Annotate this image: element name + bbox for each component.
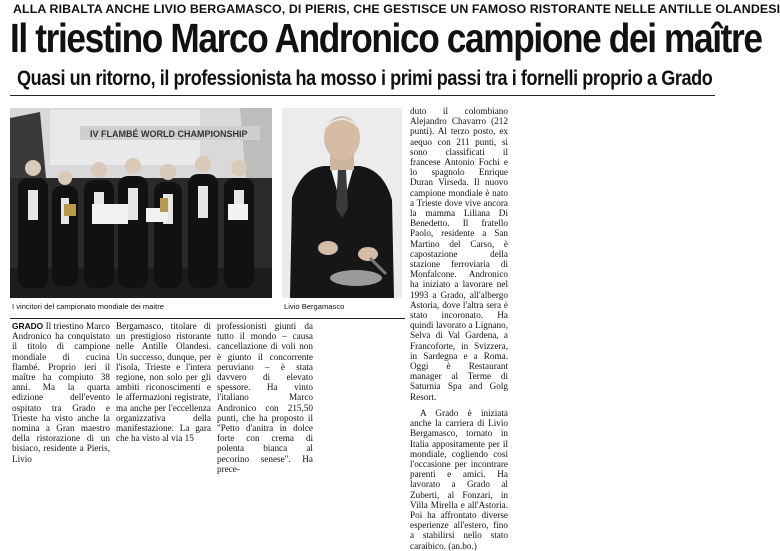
group-photo — [10, 108, 272, 298]
article-column-1 — [12, 321, 111, 464]
article-column-4 — [410, 106, 508, 551]
kicker: ALLA RIBALTA ANCHE LIVIO BERGAMASCO, DI PIERIS, CHE GESTISCE UN FAMOSO RISTORANTE NELLE ANTILLE OLANDESI — [13, 2, 780, 16]
portrait-photo-caption: Livio Bergamasco — [284, 302, 345, 311]
article-column-3 — [217, 321, 313, 474]
group-photo-caption: I vincitori del campionato mondiale dei maitre — [12, 302, 164, 311]
article-text: duto il colombiano Alejandro Chavarro (212 punti). Al terzo posto, ex aequo con 211 punti, si sono classificati il francese Antonio Fochi e lo spagnolo Enrique Duran Virseda. Il nuovo campione mondiale è nato a Trieste dove vive ancora la mamma Liliana Di Benedetto. Il fratello Paolo, residente a San Martino del Carso, è capostazione della stazione ferroviaria di Monfalcone. Andronico ha iniziato a lavorare nel 1993 a Grado, all'albergo Astoria, dove l'altra sera è stato incoronato. Ha quindi lavorato a Lignano, Selva di Val Gardena, a Francoforte, in Svizzera, in Sardegna e a Roma. Oggi è Restaurant manager al Terme di Saturnia Spa and Golg Resort. — [410, 106, 508, 402]
subheadline: Quasi un ritorno, il professionista ha mosso i primi passi tra i fornelli proprio a Grado — [17, 67, 713, 90]
article-text: professionisti giunti da tutto il mondo – causa cancellazione di voli non è giunto il concorrente peruviano – è stata davvero di elevato spessore. Ha vinto l'italiano Marco Andronico con 215,50 punti, che ha proposto il "Petto d'anitra in dolce forte con crema di polenta bianca al pecorino senese". Ha prece- — [217, 321, 313, 474]
headline: Il triestino Marco Andronico campione dei maître — [10, 15, 762, 61]
article-text: Il triestino Marco Andronico ha conquistato il titolo di campione mondiale di cucina flambé. Proprio ieri il maître ha compiuto 38 anni. Ma la quarta edizione dell'evento ospitato tra Grado e Trieste ha visto anche la nomina a Gran maestro della ristorazione di un bisiaco, residente a Pieris, Livio — [12, 321, 111, 464]
banner-text: IV FLAMBÉ WORLD CHAMPIONSHIP — [90, 129, 248, 139]
article-text: A Grado è iniziata anche la carriera di Livio Bergamasco, tornato in Italia appositamente per il mondiale, cogliendo così l'occasione per incontrare parenti e amici. Ha lavorato a Grado al Zuberti, al Fonzari, in Villa Mirella e all'Astoria. Poi ha affrontato diverse esperienze all'estero, fino a stabilirsi nello stato caraibico. (an.bo.) — [410, 407, 508, 551]
column-rule — [10, 318, 405, 319]
article-text: Bergamasco, titolare di un prestigioso ristorante nelle Antille Olandesi. Un successo, dunque, per l'isola, Trieste e l'intera regione, non solo per gli ambiti riconoscimenti e le affermazioni registrate, ma anche per l'eccellenza organizzativa della manifestazione. La gara che ha visto al via 15 — [116, 321, 211, 444]
divider — [10, 95, 715, 96]
article-column-2 — [116, 321, 211, 444]
portrait-photo — [282, 108, 402, 298]
dateline: GRADO — [12, 321, 44, 331]
